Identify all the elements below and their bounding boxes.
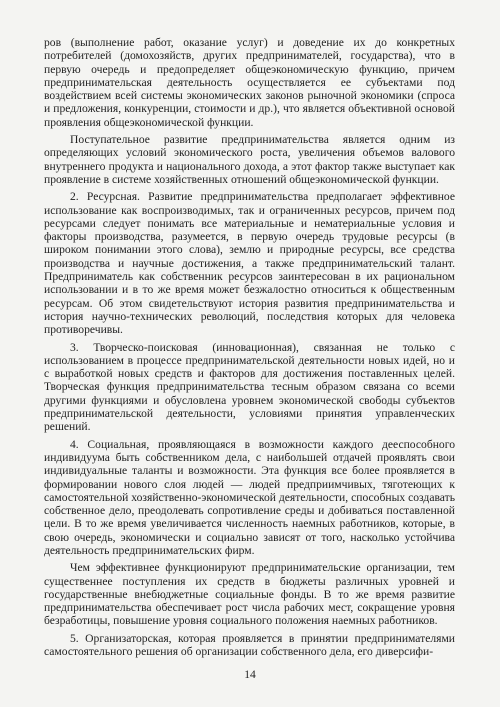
- paragraph-social-function: 4. Социальная, проявляющаяся в возможности каждого дееспособного индивидуума быть собственником дела, с наибольшей отдачей проявлять свои индивидуальные таланты и возможности. Эта функция все более проявляется в формировании нового слоя людей — людей предприимчивых, тяготеющих к самостоятельной хозяйственно-экономической деятельности, способных создавать собственное дело, преодолевать сопротивление среды и добиваться поставленной цели. В то же время увеличивается численность наемных работников, которые, в свою очередь, экономически и социально зависят от того, насколько устойчива деятельность предпринимательских фирм.: [44, 437, 455, 557]
- paragraph-resource-function: 2. Ресурсная. Развитие предпринимательства предполагает эффективное использование как воспроизводимых, так и ограниченных ресурсов, причем под ресурсами следует понимать все материальные и нематериальные условия и факторы производства, разумеется, в первую очередь трудовые ресурсы (в широком понимании этого слова), землю и природные ресурсы, все средства производства и научные достижения, а также предпринимательский талант. Предприниматель как собственник ресурсов заинтересован в их рациональном использовании и в то же время может безжалостно относиться к общественным ресурсам. Об этом свидетельствуют история развития предпринимательства и история научно-технических революций, последствия которых для человека противоречивы.: [44, 190, 455, 337]
- paragraph-innovation-function: 3. Творческо-поисковая (инновационная), связанная не только с использованием в процессе предпринимательской деятельности новых идей, но и с выработкой новых средств и факторов для достижения поставленных целей. Творческая функция предпринимательства тесным образом связана со всеми другими функциями и обусловлена уровнем экономической свободы субъектов предпринимательской деятельности, условиями принятия управленческих решений.: [44, 340, 455, 434]
- page-number: 14: [244, 668, 256, 681]
- body-text: [44, 36, 455, 658]
- paragraph-economic-growth: Поступательное развитие предпринимательства является одним из определяющих условий экономического роста, увеличения объемов валового внутреннего продукта и национального дохода, а этот фактор также выступает как проявление в системе хозяйственных отношений общеэкономической функции.: [44, 133, 455, 186]
- paragraph-budget-contributions: Чем эффективнее функционируют предпринимательские организации, тем существеннее поступления их средств в бюджеты различных уровней и государственные внебюджетные социальные фонды. В то же время развитие предпринимательства обеспечивает рост числа рабочих мест, сокращение уровня безработицы, повышение уровня социального положения наемных работников.: [44, 561, 455, 628]
- paragraph-continuation: ров (выполнение работ, оказание услуг) и доведение их до конкретных потребителей (домохозяйств, других предпринимателей, государства), что в первую очередь и предопределяет общеэкономическую функцию, причем предпринимательская деятельность осуществляется ее субъектами под воздействием всей системы экономических законов рыночной экономики (спроса и предложения, конкуренции, стоимости и др.), что является объективной основой проявления общеэкономической функции.: [44, 36, 455, 129]
- paragraph-organizational-function: 5. Организаторская, которая проявляется в принятии предпринимателями самостоятельного решения об организации собственного дела, его диверсифи-: [44, 631, 455, 659]
